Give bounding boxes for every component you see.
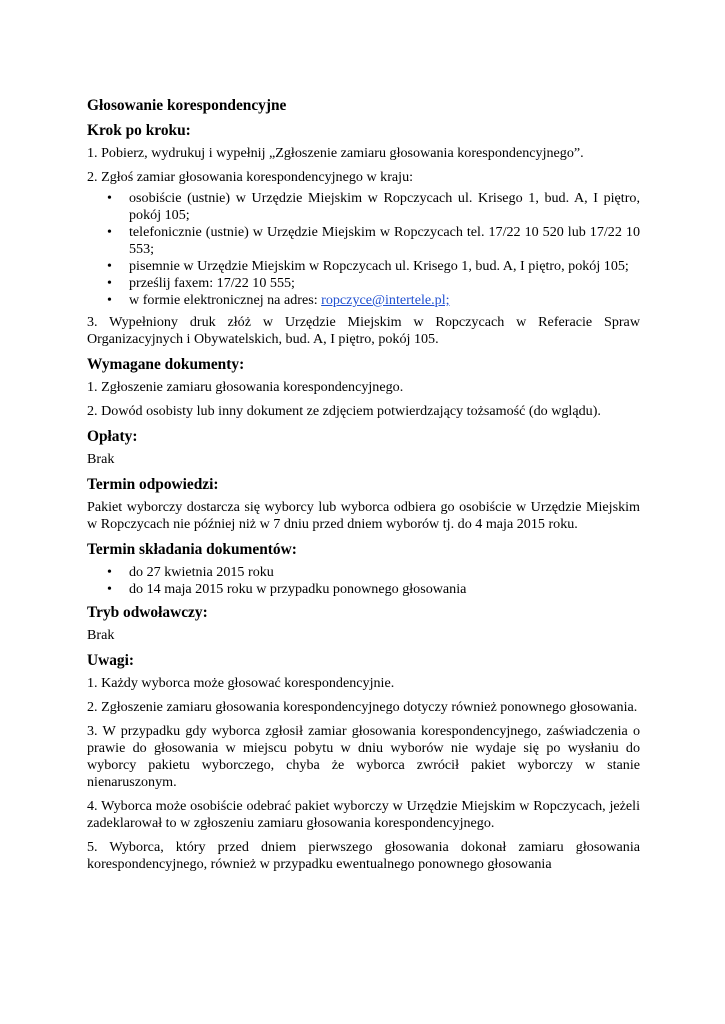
submission-deadlines-list xyxy=(87,564,640,598)
bullet-icon: • xyxy=(107,581,112,597)
note-5: 5. Wyborca, który przed dniem pierwszego głosowania dokonał zamiaru głosowania korespondencyjnego, również w przypadku ewentualnego ponownego głosowania xyxy=(87,839,640,872)
required-doc-1: 1. Zgłoszenie zamiaru głosowania korespondencyjnego. xyxy=(87,379,404,395)
step-1: 1. Pobierz, wydrukuj i wypełnij „Zgłoszenie zamiaru głosowania korespondencyjnego”. xyxy=(87,145,584,161)
list-item-text: pisemnie w Urzędzie Miejskim w Ropczycach ul. Krisego 1, bud. A, I piętro, pokój 105; xyxy=(129,258,629,274)
step-3: 3. Wypełniony druk złóż w Urzędzie Miejskim w Ropczycach w Referacie Spraw Organizacyjnych i Obywatelskich, bud. A, I piętro, pokój 105. xyxy=(87,314,640,347)
list-item-text: do 27 kwietnia 2015 roku xyxy=(129,564,274,580)
note-3: 3. W przypadku gdy wyborca zgłosił zamiar głosowania korespondencyjnego, zaświadczenia o prawie do głosowania w miejscu pobytu w dniu wyborów nie wydaje się po wysłaniu do wyborcy pakietu wyborczego, chyba że wyborca zwrócił pakiet wyborczy w stanie nienaruszonym. xyxy=(87,723,640,790)
heading-uwagi: Uwagi: xyxy=(87,652,135,669)
note-4: 4. Wyborca może osobiście odebrać pakiet wyborczy w Urzędzie Miejskim w Ropczycach, jeżeli zadeklarował to w zgłoszeniu zamiaru głosowania korespondencyjnego. xyxy=(87,798,640,831)
list-item xyxy=(87,275,640,292)
heading-termin-odpowiedzi: Termin odpowiedzi: xyxy=(87,476,219,493)
email-link[interactable]: ropczyce@intertele.pl; xyxy=(321,292,450,308)
submission-methods-list xyxy=(87,190,640,309)
list-item xyxy=(87,258,640,275)
list-item-text: prześlij faxem: 17/22 10 555; xyxy=(129,275,295,291)
bullet-icon: • xyxy=(107,292,112,308)
list-item-text: do 14 maja 2015 roku w przypadku ponownego głosowania xyxy=(129,581,467,597)
list-item-text: telefonicznie (ustnie) w Urzędzie Miejskim w Ropczycach tel. 17/22 10 520 lub 17/22 10 553; xyxy=(129,224,640,257)
appeal-text: Brak xyxy=(87,627,115,643)
note-2: 2. Zgłoszenie zamiaru głosowania korespondencyjnego dotyczy również ponownego głosowania. xyxy=(87,699,638,715)
heading-wymagane-dokumenty: Wymagane dokumenty: xyxy=(87,356,245,373)
list-item xyxy=(87,224,640,258)
note-1: 1. Każdy wyborca może głosować korespondencyjnie. xyxy=(87,675,395,691)
fees-text: Brak xyxy=(87,451,115,467)
bullet-icon: • xyxy=(107,258,112,274)
list-item-text: w formie elektronicznej na adres: xyxy=(129,292,322,308)
heading-tryb-odwolawczy: Tryb odwoławczy: xyxy=(87,604,208,621)
document-title: Głosowanie korespondencyjne xyxy=(87,97,287,114)
bullet-icon: • xyxy=(107,224,112,240)
required-doc-2: 2. Dowód osobisty lub inny dokument ze zdjęciem potwierdzający tożsamość (do wglądu). xyxy=(87,403,601,419)
heading-krok-po-kroku: Krok po kroku: xyxy=(87,122,191,139)
list-item xyxy=(87,190,640,224)
document-page xyxy=(87,96,640,880)
list-item xyxy=(87,564,640,581)
response-deadline-text: Pakiet wyborczy dostarcza się wyborcy lub wyborca odbiera go osobiście w Urzędzie Miejskim w Ropczycach nie później niż w 7 dniu przed dniem wyborów tj. do 4 maja 2015 roku. xyxy=(87,499,640,532)
bullet-icon: • xyxy=(107,564,112,580)
heading-termin-skladania: Termin składania dokumentów: xyxy=(87,541,297,558)
list-item xyxy=(87,292,640,309)
list-item xyxy=(87,581,640,598)
heading-oplaty: Opłaty: xyxy=(87,428,138,445)
bullet-icon: • xyxy=(107,190,112,206)
bullet-icon: • xyxy=(107,275,112,291)
step-2: 2. Zgłoś zamiar głosowania korespondencyjnego w kraju: xyxy=(87,169,414,185)
list-item-text: osobiście (ustnie) w Urzędzie Miejskim w Ropczycach ul. Krisego 1, bud. A, I piętro, pokój 105; xyxy=(129,190,640,223)
